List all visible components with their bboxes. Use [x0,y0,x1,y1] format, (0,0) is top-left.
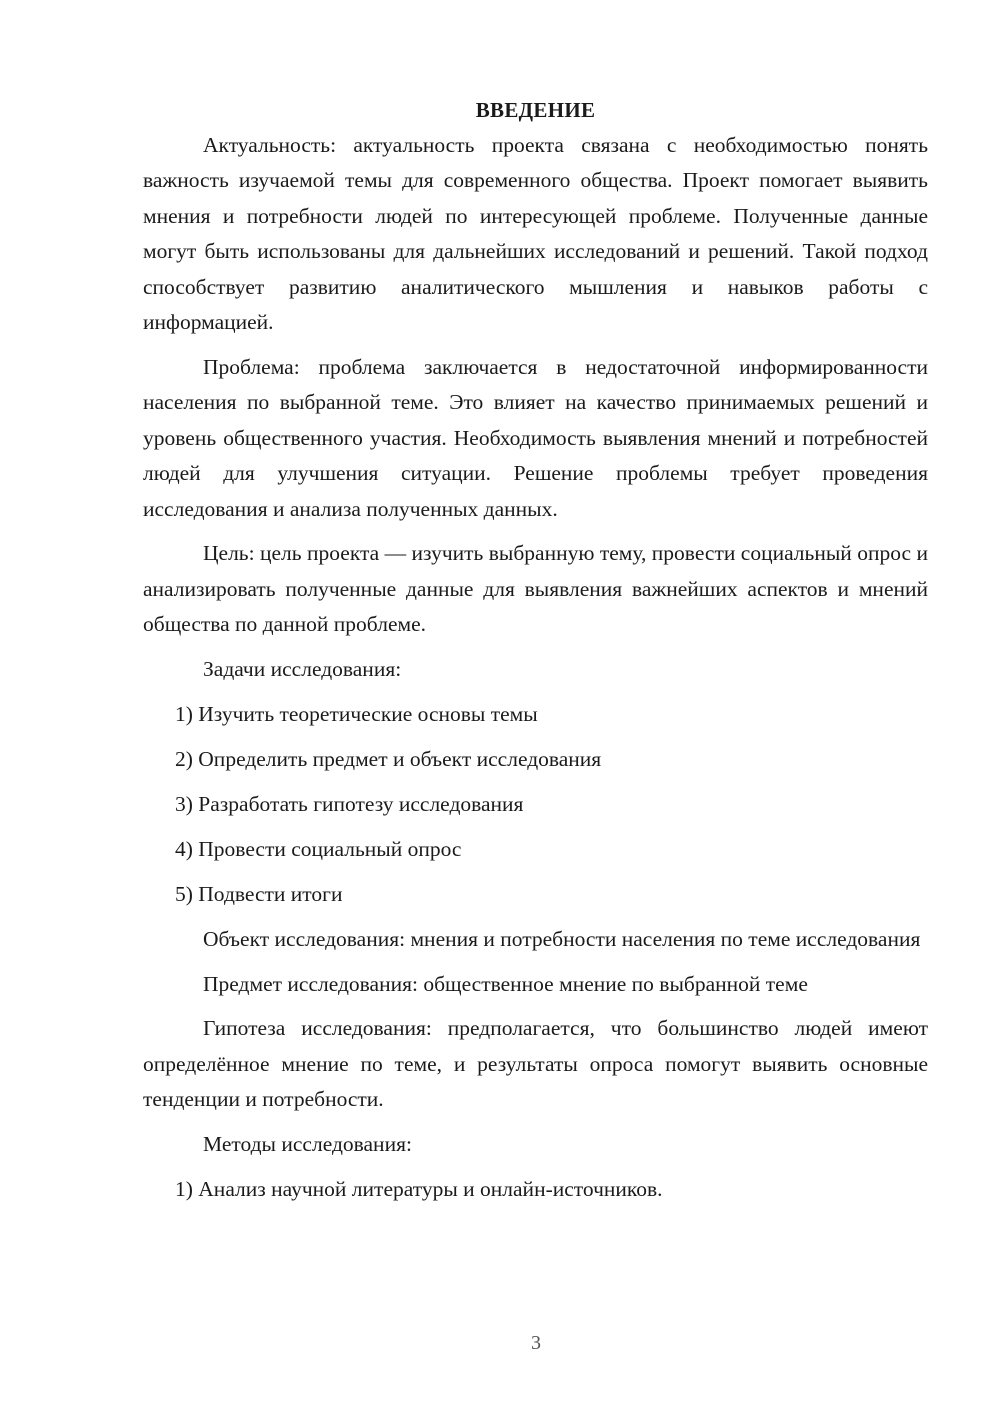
task-item-1: 1) Изучить теоретические основы темы [175,702,538,727]
document-page [143,92,928,1217]
task-item-3: 3) Разработать гипотезу исследования [175,791,524,816]
page-number: 3 [531,1332,541,1354]
task-item-5: 5) Подвести итоги [175,881,343,906]
task-item-4: 4) Провести социальный опрос [175,836,462,861]
page-title: ВВЕДЕНИЕ [475,98,596,122]
hypothesis-paragraph: Гипотеза исследования: предполагается, что большинство людей имеют определённое мнение по теме, и результаты опроса помогут выявить основные тенденции и потребности. [143,1016,928,1112]
subject-paragraph: Предмет исследования: общественное мнение по выбранной теме [203,971,808,996]
methods-heading: Методы исследования: [203,1132,412,1157]
goal-paragraph: Цель: цель проекта — изучить выбранную тему, провести социальный опрос и анализировать полученные данные для выявления важнейших аспектов и мнений общества по данной проблеме. [143,541,928,637]
task-item-2: 2) Определить предмет и объект исследования [175,747,602,771]
method-item-1: 1) Анализ научной литературы и онлайн-источников. [175,1177,663,1202]
relevance-paragraph: Актуальность: актуальность проекта связана с необходимостью понять важность изучаемой темы для современного общества. Проект помогает выявить мнения и потребности людей по интересующей проблеме. Полученные данные могут быть использованы для дальнейших исследований и решений. Такой подход способствует развитию аналитического мышления и навыков работы с информацией. [143,133,928,335]
tasks-heading: Задачи исследования: [203,657,402,682]
problem-paragraph: Проблема: проблема заключается в недостаточной информированности населения по выбранной теме. Это влияет на качество принимаемых решений и уровень общественного участия. Необходимость выявления мнений и потребностей людей для улучшения ситуации. Решение проблемы требует проведения исследования и анализа полученных данных. [143,354,928,521]
object-paragraph: Объект исследования: мнения и потребности населения по теме исследования [203,926,921,951]
